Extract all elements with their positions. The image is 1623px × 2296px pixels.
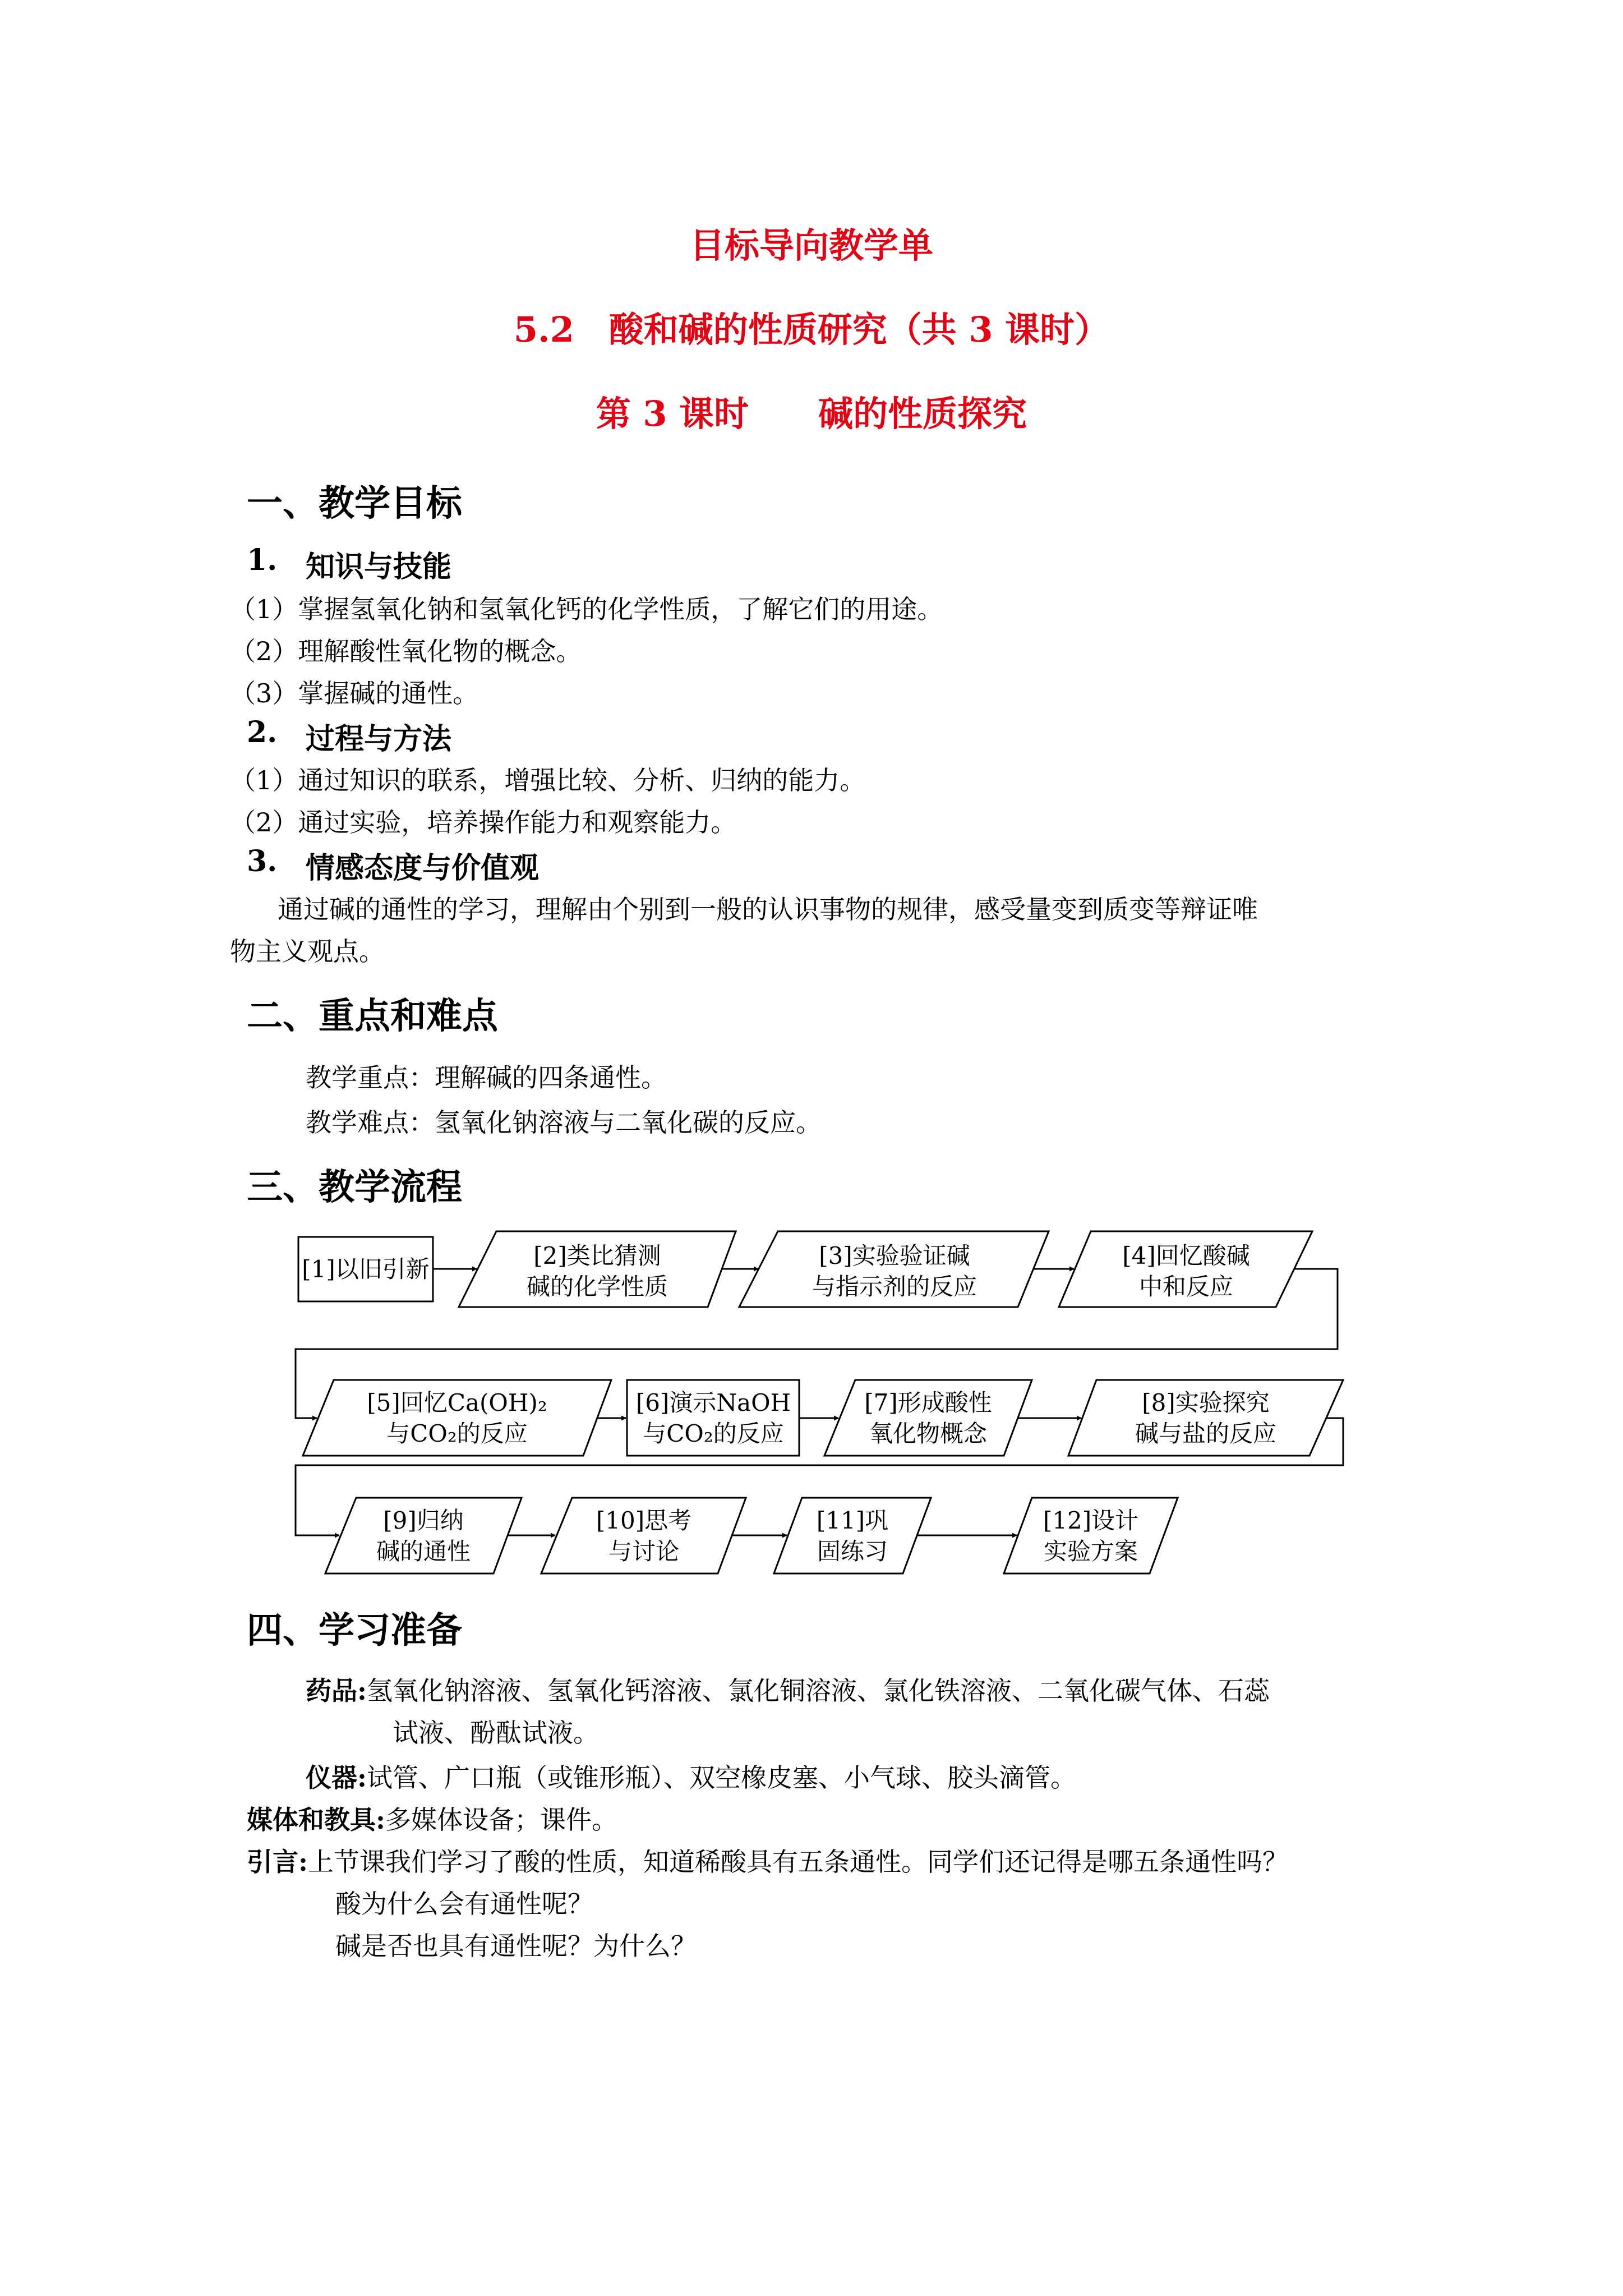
sub2-item-1: （1）通过知识的联系，增强比较、分析、归纳的能力。 <box>230 765 866 795</box>
drugs-label: 药品: <box>306 1676 367 1706</box>
instruments-line <box>306 1757 1076 1795</box>
sub3-number: 3. <box>247 844 278 878</box>
flow-step-7-line2: 氧化物概念 <box>869 1420 988 1447</box>
sub3-text-line2: 物主义观点。 <box>230 936 385 967</box>
sub2-item-2: （2）通过实验，培养操作能力和观察能力。 <box>230 807 737 838</box>
drugs-text-2: 试液、酚酞试液。 <box>393 1718 599 1748</box>
section-2-heading: 二、重点和难点 <box>247 995 498 1037</box>
flow-step-6-line2: 与CO₂的反应 <box>643 1420 784 1447</box>
section-1-heading: 一、教学目标 <box>247 482 462 524</box>
media-line <box>247 1800 617 1837</box>
instruments-label: 仪器: <box>306 1763 367 1793</box>
drugs-line1 <box>306 1671 1270 1708</box>
doc-title: 目标导向教学单 <box>689 225 933 266</box>
flow-step-9-line2: 碱的通性 <box>376 1538 471 1565</box>
intro-label: 引言: <box>247 1847 308 1877</box>
intro-line1 <box>247 1842 1288 1879</box>
flow-step-11-line1: [11]巩 <box>816 1507 889 1534</box>
intro-text-1: 上节课我们学习了酸的性质，知道稀酸具有五条通性。同学们还记得是哪五条通性吗？ <box>307 1847 1288 1877</box>
flow-step-5-line2: 与CO₂的反应 <box>386 1420 528 1447</box>
flow-step-12-line2: 实验方案 <box>1043 1538 1138 1565</box>
sub2-title: 过程与方法 <box>306 722 452 756</box>
flow-step-8-line2: 碱与盐的反应 <box>1135 1420 1277 1447</box>
flow-step-10-line1: [10]思考 <box>596 1507 692 1534</box>
flow-step-11-line2: 固练习 <box>817 1538 888 1565</box>
flow-step-8-line1: [8]实验探究 <box>1142 1389 1270 1416</box>
sub1-number: 1. <box>247 543 278 577</box>
section-4-heading: 四、学习准备 <box>247 1609 462 1651</box>
lesson-title: 5.2 酸和碱的性质研究（共 3 课时） <box>513 309 1110 350</box>
drugs-text-1: 氢氧化钠溶液、氢氧化钙溶液、氯化铜溶液、氯化铁溶液、二氧化碳气体、石蕊 <box>366 1676 1270 1706</box>
flow-step-4-line1: [4]回忆酸碱 <box>1122 1242 1250 1269</box>
sub1-item-1: （1）掌握氢氧化钠和氢氧化钙的化学性质，了解它们的用途。 <box>230 594 943 624</box>
sub1-item-3: （3）掌握碱的通性。 <box>230 678 479 708</box>
section-3-heading: 三、教学流程 <box>247 1166 462 1208</box>
sub1-title: 知识与技能 <box>306 550 452 584</box>
flow-step-3-line2: 与指示剂的反应 <box>811 1273 978 1300</box>
instruments-text: 试管、广口瓶（或锥形瓶）、双空橡皮塞、小气球、胶头滴管。 <box>366 1763 1076 1793</box>
sub3-text-line1: 通过碱的通性的学习，理解由个别到一般的认识事物的规律，感受量变到质变等辩证唯 <box>278 894 1258 924</box>
flow-step-6-line1: [6]演示NaOH <box>635 1389 791 1416</box>
flow-step-5-line1: [5]回忆Ca(OH)₂ <box>367 1389 547 1416</box>
flow-step-12-line1: [12]设计 <box>1043 1507 1139 1534</box>
flow-step-1-label: [1]以旧引新 <box>302 1255 430 1283</box>
key-point-text: 理解碱的四条通性。 <box>435 1062 667 1093</box>
flow-step-2-line2: 碱的化学性质 <box>526 1273 668 1300</box>
key-point-label: 教学重点： <box>306 1062 435 1093</box>
sub1-item-2: （2）理解酸性氧化物的概念。 <box>230 636 582 666</box>
media-text: 多媒体设备；课件。 <box>385 1805 617 1835</box>
sub3-title: 情感态度与价值观 <box>306 851 540 885</box>
intro-text-2: 酸为什么会有通性呢？ <box>335 1889 593 1919</box>
intro-text-3: 碱是否也具有通性呢？为什么？ <box>335 1931 697 1961</box>
lesson-subtitle: 第 3 课时 碱的性质探究 <box>596 393 1027 434</box>
flow-step-2-line1: [2]类比猜测 <box>533 1242 661 1269</box>
flow-step-4-line2: 中和反应 <box>1138 1273 1234 1300</box>
flow-step-9-line1: [9]归纳 <box>383 1507 464 1534</box>
flow-step-7-line1: [7]形成酸性 <box>864 1389 992 1416</box>
difficult-point-text: 氢氧化钠溶液与二氧化碳的反应。 <box>435 1107 822 1138</box>
difficult-point-label: 教学难点： <box>306 1107 435 1138</box>
media-label: 媒体和教具: <box>247 1805 385 1835</box>
sub2-number: 2. <box>247 715 278 749</box>
flow-step-3-line1: [3]实验验证碱 <box>819 1242 970 1269</box>
flow-step-10-line2: 与讨论 <box>608 1538 680 1565</box>
